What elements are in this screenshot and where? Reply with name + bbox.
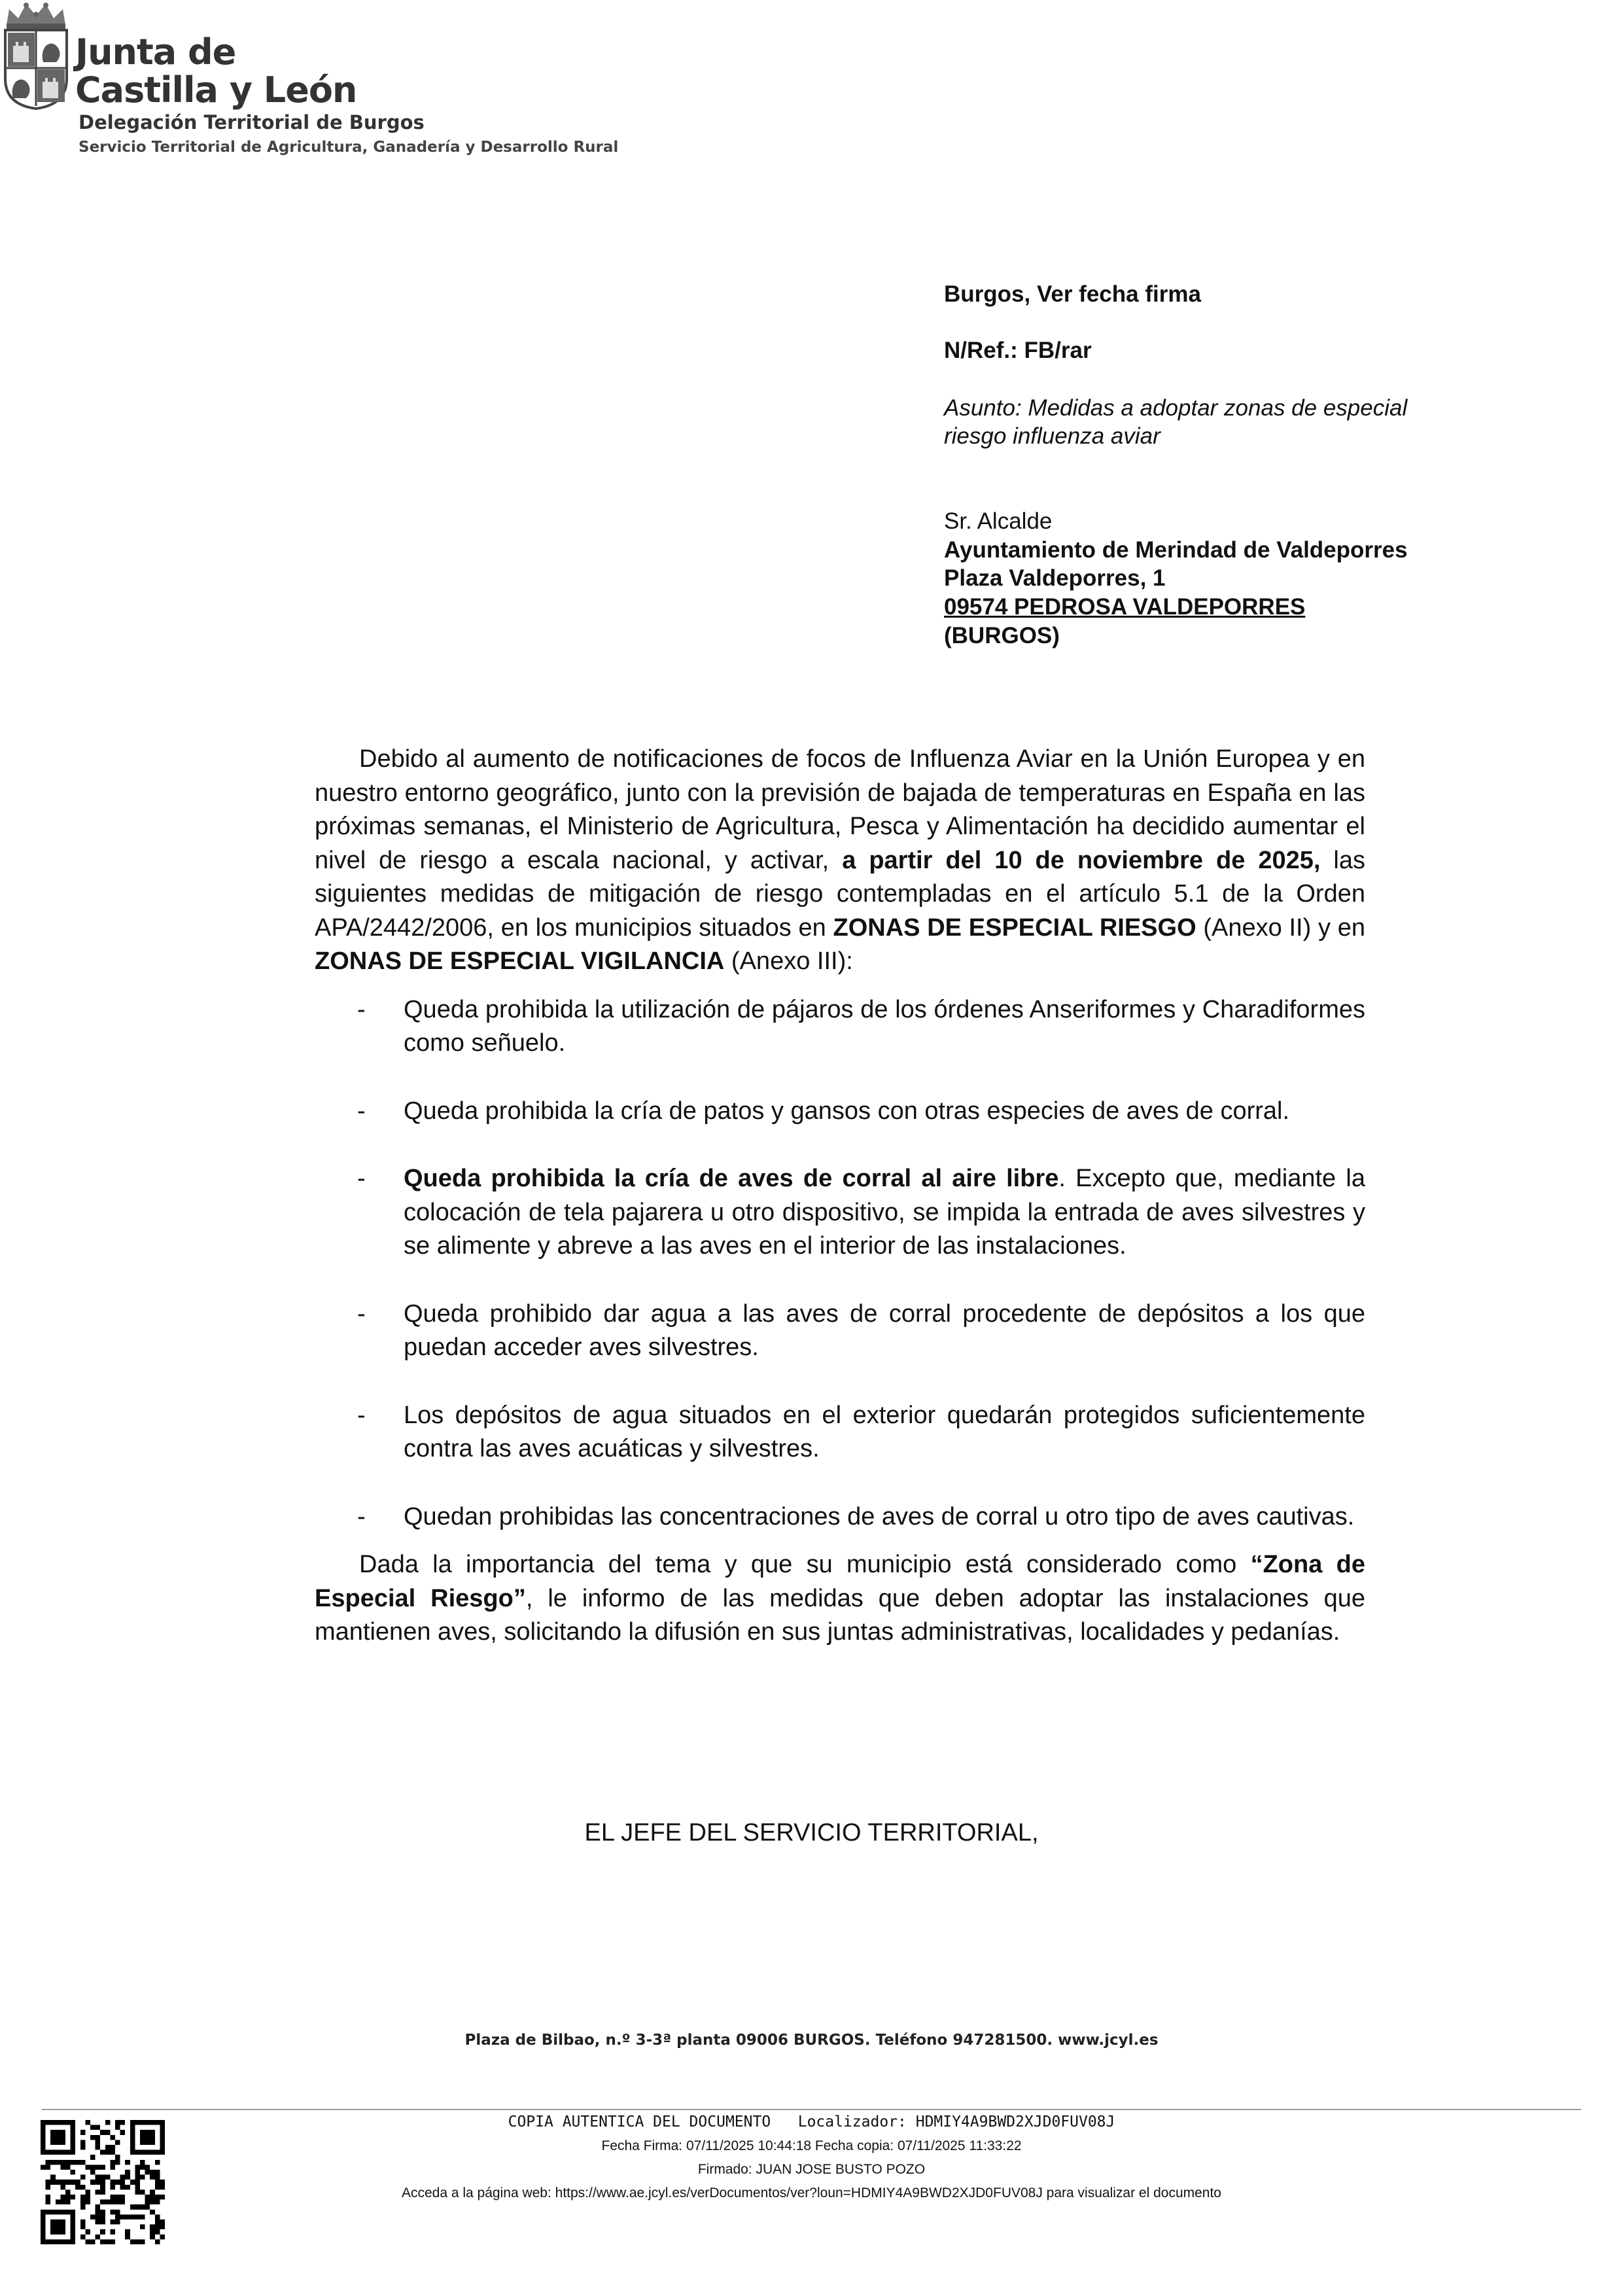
delegation-name: Delegación Territorial de Burgos [79, 111, 425, 133]
reference: N/Ref.: FB/rar [944, 338, 1092, 363]
subject-line1: Asunto: Medidas a adoptar zonas de especial [944, 395, 1408, 421]
footer-address: Plaza de Bilbao, n.º 3-3ª planta 09006 BURGOS. Teléfono 947281500. www.jcyl.es [464, 2032, 1159, 2049]
verification-url: Acceda a la página web: https://www.ae.jcyl.es/verDocumentos/ver?loun=HDMIY4A9BWD2XJD0FUV08J para visualizar el documento [401, 2185, 1221, 2200]
measure-item: - Queda prohibida la cría de patos y gansos con otras especies de aves de corral. [357, 1097, 1290, 1125]
org-name-line2: Castilla y León [75, 69, 357, 111]
measure-item: - Quedan prohibidas las concentraciones de aves de corral u otro tipo de aves cautivas. [357, 1502, 1355, 1530]
measure-item: - Queda prohibida la utilización de pájaros de los órdenes Anseriformes y Charadiformes como señuelo. [357, 995, 1365, 1057]
signed-by: Firmado: JUAN JOSE BUSTO POZO [697, 2162, 926, 2177]
intro-paragraph: Debido al aumento de notificaciones de focos de Influenza Aviar en la Unión Europea y en nuestro entorno geográfico, junto con la previsión de bajada de temperaturas en España en las próximas semanas, el Ministerio de Agricultura, Pesca y Alimentación ha decidido aumentar el nivel de riesgo a escala nacional, y activar, a partir del 10 de noviembre de 2025, las siguientes medidas de mitigación de riesgo contempladas en el artículo 5.1 de la Orden APA/2442/2006, en los municipios situados en ZONAS DE ESPECIAL RIESGO (Anexo II) y en ZONAS DE ESPECIAL VIGILANCIA (Anexo III): [315, 745, 1365, 975]
coat-of-arms-icon [0, 0, 72, 111]
closing-paragraph: Dada la importancia del tema y que su municipio está considerado como “Zona de Especial Riesgo”, le informo de las medidas que deben adoptar las instalaciones que mantienen aves, solicitando la difusión en sus juntas administrativas, localidades y pedanías. [315, 1551, 1365, 1646]
measure-item: - Los depósitos de agua situados en el exterior quedarán protegidos suficientemente contra las aves acuáticas y silvestres. [357, 1401, 1365, 1462]
letter-body [315, 743, 1365, 1650]
recipient-entity: Ayuntamiento de Merindad de Valdeporres [944, 537, 1408, 563]
place-date: Burgos, Ver fecha firma [944, 281, 1201, 307]
footer-divider [42, 2109, 1581, 2110]
subject-line2: riesgo influenza aviar [944, 423, 1161, 449]
recipient-title: Sr. Alcalde [944, 508, 1053, 534]
org-name-line1: Junta de [75, 31, 236, 73]
institution-logo [0, 0, 619, 170]
signer-title: EL JEFE DEL SERVICIO TERRITORIAL, [584, 1819, 1039, 1846]
measure-item: - Queda prohibido dar agua a las aves de corral procedente de depósitos a los que puedan acceder aves silvestres. [357, 1299, 1365, 1361]
recipient-street: Plaza Valdeporres, 1 [944, 565, 1166, 591]
service-name: Servicio Territorial de Agricultura, Ganadería y Desarrollo Rural [79, 139, 619, 156]
signature-dates: Fecha Firma: 07/11/2025 10:44:18 Fecha copia: 07/11/2025 11:33:22 [601, 2138, 1022, 2153]
recipient-city: 09574 PEDROSA VALDEPORRES [944, 594, 1306, 620]
recipient-province: (BURGOS) [944, 623, 1060, 648]
measure-item: - Queda prohibida la cría de aves de corral al aire libre. Excepto que, mediante la colocación de tela pajarera u otro dispositivo, se impida la entrada de aves silvestres y se alimente y abreve a las aves en el interior de las instalaciones. [357, 1165, 1366, 1260]
authentic-copy-locator: COPIA AUTENTICA DEL DOCUMENTO Localizador: HDMIY4A9BWD2XJD0FUV08J [508, 2113, 1115, 2130]
